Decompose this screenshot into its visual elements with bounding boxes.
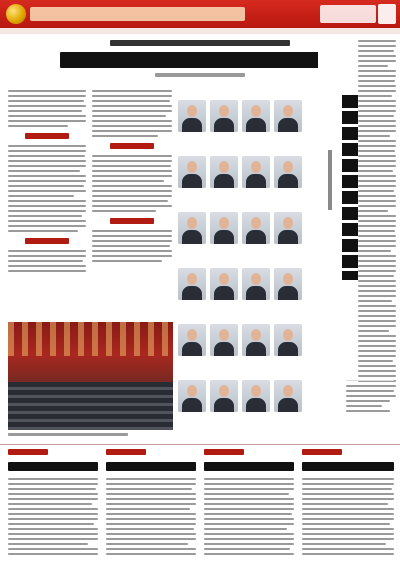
credits-box [346,380,394,429]
story-body [8,478,98,560]
commentary-body [358,40,396,435]
subhead [110,143,154,149]
byline [155,73,245,77]
hall-ceiling-lights [8,322,173,356]
delegate-portrait [274,380,302,412]
delegate-portrait [178,156,206,188]
delegate-portrait [274,268,302,300]
commentary-vertical-title [342,95,358,280]
delegate-portrait [242,268,270,300]
banner-slogan [30,7,245,21]
delegate-portrait [242,156,270,188]
subhead [110,218,154,224]
delegate-portrait [274,100,302,132]
congress-hall-photo [8,322,173,430]
story-headline [8,462,98,471]
delegate-portrait [210,212,238,244]
main-headline [60,52,340,68]
delegate-portrait [210,324,238,356]
story-body [204,478,294,560]
special-report-banner [0,0,400,28]
delegate-seating-rows [8,382,173,430]
delegate-portrait [242,324,270,356]
delegate-portrait [178,324,206,356]
story-headline [106,462,196,471]
delegate-portrait [178,380,206,412]
delegate-portrait [242,100,270,132]
delegate-portrait [274,212,302,244]
story-tag [8,449,48,455]
subhead [25,133,69,139]
party-emblem-icon [6,4,26,24]
article-column-2 [92,90,172,318]
delegate-portrait [178,212,206,244]
subhead [25,238,69,244]
commentary-byline [328,150,332,210]
story-headline [204,462,294,471]
kicker-line [110,40,290,46]
article-column-1 [8,90,86,320]
delegate-portrait [274,324,302,356]
story-tag [302,449,342,455]
page-number [378,4,396,24]
newspaper-masthead-logo [320,5,376,23]
delegate-portrait [178,268,206,300]
section-divider [0,444,400,445]
delegate-portrait-grid [178,100,302,440]
headline-block [60,38,340,82]
delegate-portrait [210,380,238,412]
delegate-portrait [210,100,238,132]
delegate-portrait [242,380,270,412]
story-body [106,478,196,560]
delegate-portrait [274,156,302,188]
delegate-portrait [242,212,270,244]
delegate-portrait [210,156,238,188]
story-headline [302,462,394,471]
story-tag [106,449,146,455]
story-body [302,478,394,560]
delegate-portrait [210,268,238,300]
story-tag [204,449,244,455]
photo-caption [8,433,128,436]
delegate-portrait [178,100,206,132]
